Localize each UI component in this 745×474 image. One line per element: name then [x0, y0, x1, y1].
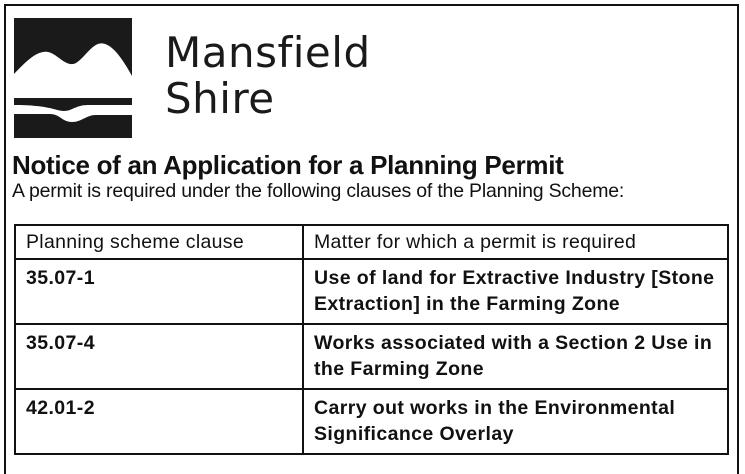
header-matter: Matter for which a permit is required: [303, 225, 728, 259]
brand-line-2: Shire: [165, 74, 275, 123]
mansfield-shire-logo-icon: [14, 18, 132, 138]
table-row: [15, 389, 728, 454]
matter-cell: Use of land for Extractive Industry [Stone Extraction] in the Farming Zone: [303, 259, 728, 324]
header-clause: Planning scheme clause: [15, 225, 303, 259]
clause-cell: 42.01-2: [15, 389, 303, 454]
notice-subtitle: A permit is required under the following clauses of the Planning Scheme:: [12, 180, 625, 202]
matter-cell: Carry out works in the Environmental Significance Overlay: [303, 389, 728, 454]
brand-name: [165, 30, 371, 122]
table-header-row: [15, 225, 728, 259]
table-row: [15, 324, 728, 389]
permit-clauses-table: [14, 224, 729, 455]
clause-cell: 35.07-4: [15, 324, 303, 389]
table-row: [15, 259, 728, 324]
clause-cell: 35.07-1: [15, 259, 303, 324]
brand-line-1: Mansfield: [165, 28, 371, 77]
matter-cell: Works associated with a Section 2 Use in the Farming Zone: [303, 324, 728, 389]
notice-title: Notice of an Application for a Planning Permit: [12, 150, 564, 180]
